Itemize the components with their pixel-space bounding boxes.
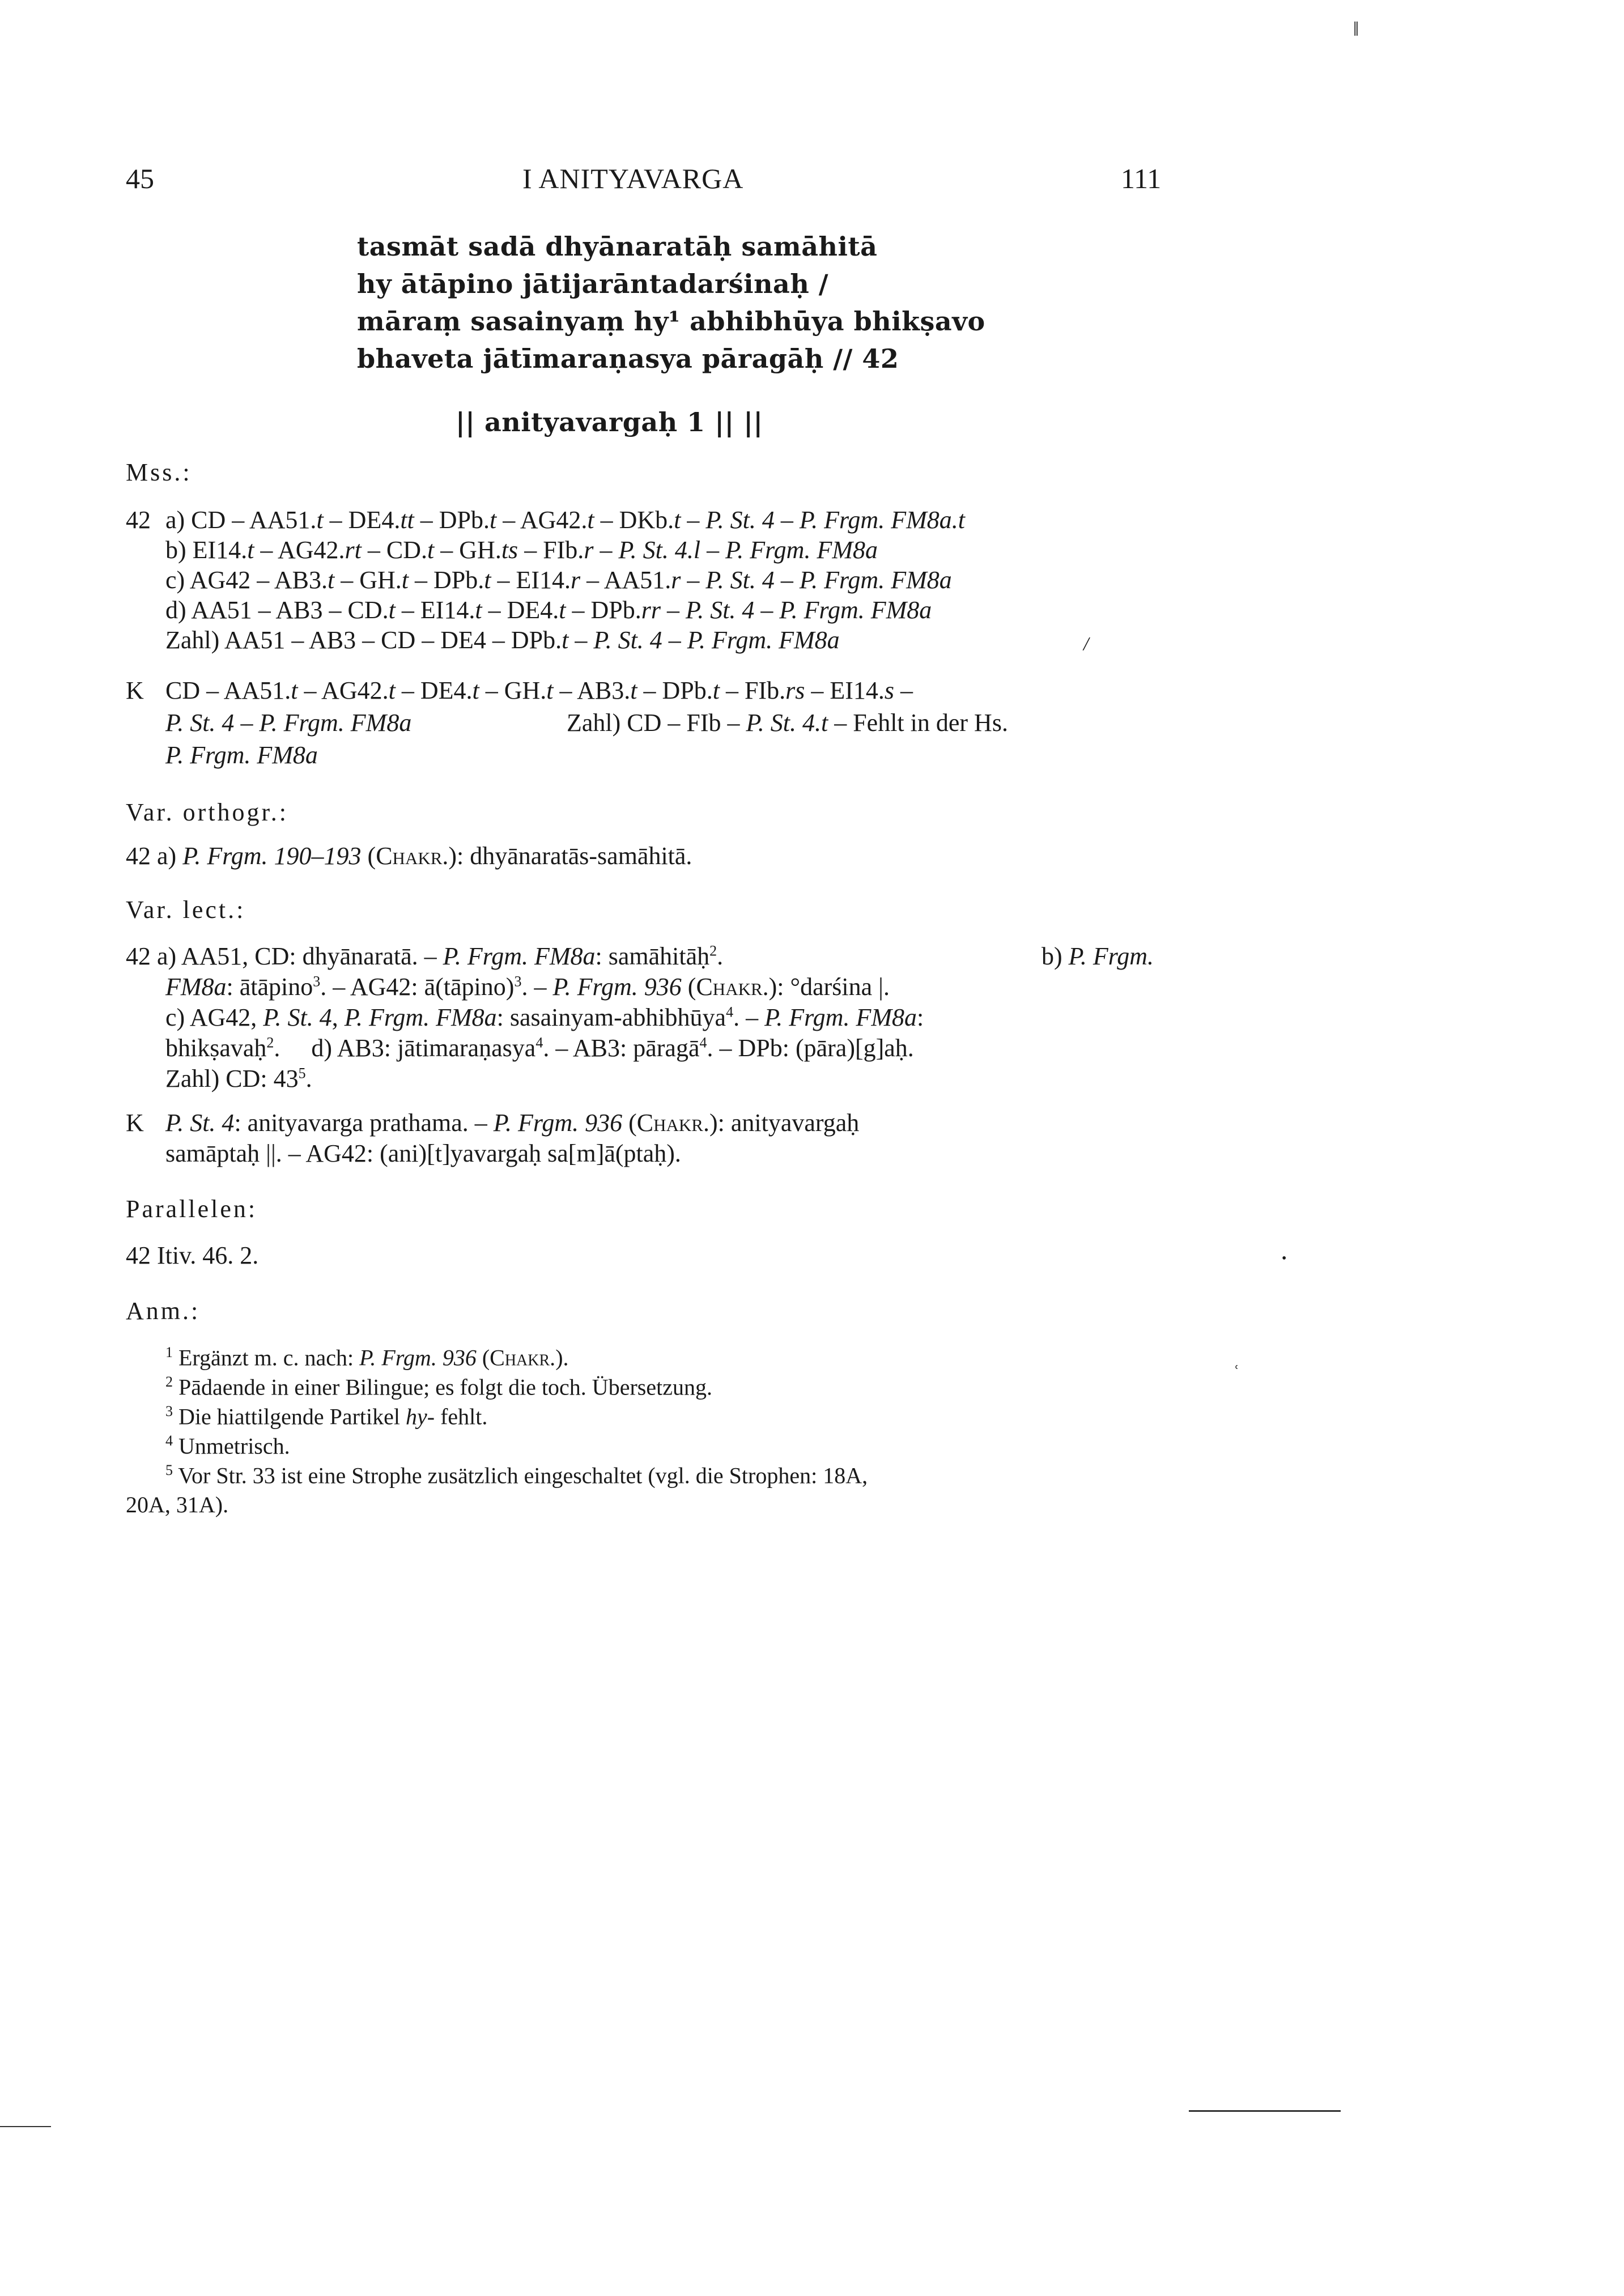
footnote-2: $^2$ Pādaende in einer Bilingue; es folgt die toch. Übersetzung. [165, 1374, 712, 1400]
var-orthogr-heading: Var. orthogr.: [126, 798, 288, 826]
running-title: I ANITYAVARGA [522, 163, 744, 194]
var-lect-line-5: Zahl) CD: $43^5$. [165, 1065, 312, 1092]
k-line-3: P. Frgm. FM8a [165, 741, 318, 769]
mss-line-zahl: Zahl) AA51 – AB3 – CD – DE4 – DPb.t – P. St. 4 – P. Frgm. FM8a [165, 626, 840, 654]
mss-number: 42 [126, 506, 151, 534]
margin-dot: • [1282, 1251, 1287, 1266]
mss-line-d: d) AA51 – AB3 – CD.t – EI14.t – DE4.t – DPb.rr – P. St. 4 – P. Frgm. FM8a [165, 596, 932, 624]
var-lect-line-3: c) AG42, P. St. 4, P. Frgm. FM8a: sasainyam-abhibhūya$^4$. – P. Frgm. FM8a: [165, 1004, 924, 1031]
var-lect-line-1: 42 a) AA51, CD: dhyānaratā. – P. Frgm. FM8a: samāhitāḥ$^2$. [126, 942, 724, 970]
var-lect-k-label: K [126, 1109, 144, 1137]
page-number: 111 [1121, 163, 1162, 194]
var-lect-line-2: FM8a: ātāpino$^3$. – AG42: ā(tāpino)$^3$. – P. Frgm. 936 (Chakr.): °darśina |. [165, 973, 890, 1001]
k-line-2: P. St. 4 – P. Frgm. FM8a [165, 709, 412, 737]
var-lect-line-1-b: b) P. Frgm. [1041, 942, 1154, 970]
footnote-3: $^3$ Die hiattilgende Partikel hy- fehlt. [165, 1403, 488, 1430]
verse-line-3: māraṃ sasainyaṃ hy¹ abhibhūya bhikṣavo [357, 306, 985, 337]
footnote-5-continuation: 20A, 31A). [126, 1492, 229, 1517]
k-line-1: CD – AA51.t – AG42.t – DE4.t – GH.t – AB3.t – DPb.t – FIb.rs – EI14.s – [165, 677, 913, 704]
anm-heading: Anm.: [126, 1297, 201, 1325]
parallelen-line: 42 Itiv. 46. 2. [126, 1241, 259, 1269]
var-lect-heading: Var. lect.: [126, 896, 246, 924]
mss-line-b: b) EI14.t – AG42.rt – CD.t – GH.ts – FIb.r – P. St. 4.l – P. Frgm. FM8a [165, 536, 878, 564]
var-orthogr-line: 42 a) P. Frgm. 190–193 (Chakr.): dhyānaratās-samāhitā. [126, 842, 692, 870]
page-left-number: 45 [126, 163, 154, 194]
margin-mark: ʿ [1233, 1362, 1240, 1384]
mss-line-a: a) CD – AA51.t – DE4.tt – DPb.t – AG42.t – DKb.t – P. St. 4 – P. Frgm. FM8a.t [165, 506, 965, 534]
footnote-4: $^4$ Unmetrisch. [165, 1432, 290, 1459]
footnote-5: $^5$ Vor Str. 33 ist eine Strophe zusätzlich eingeschaltet (vgl. die Strophen: 18A, [165, 1462, 868, 1489]
parallelen-heading: Parallelen: [126, 1195, 258, 1223]
mss-line-c: c) AG42 – AB3.t – GH.t – DPb.t – EI14.r – AA51.r – P. St. 4 – P. Frgm. FM8a [165, 566, 952, 594]
k-label: K [126, 677, 144, 704]
verse-line-4: bhaveta jātīmaraṇasya pāragāḥ // 42 [357, 343, 899, 374]
verse-line-2: hy ātāpino jātijarāntadarśinaḥ / [357, 269, 829, 299]
var-lect-line-7: samāptaḥ ||. – AG42: (ani)[t]yavargaḥ sa[m]ā(ptaḥ). [165, 1140, 681, 1167]
footnote-1: $^1$ Ergänzt m. c. nach: P. Frgm. 936 (Chakr.). [165, 1344, 569, 1371]
var-lect-line-6: P. St. 4: anityavarga prathama. – P. Frgm. 936 (Chakr.): anityavargaḥ [165, 1109, 860, 1137]
scan-rule-right [1189, 2110, 1341, 2112]
mss-stray-mark: / [1083, 633, 1089, 654]
k-line-2-zahl: Zahl) CD – FIb – P. St. 4.t – Fehlt in der Hs. [567, 709, 1008, 737]
verse-colophon: || anityavargaḥ 1 || || [456, 407, 763, 437]
var-lect-line-4: bhikṣavaḥ$^2$. d) AB3: jātimaraṇasya$^4$. – AB3: pāragā$^4$. – DPb: (pāra)[g]aḥ. [165, 1034, 914, 1062]
top-right-mark: ‖ [1353, 18, 1359, 40]
scan-rule-left [0, 2126, 51, 2127]
mss-heading: Mss.: [126, 458, 192, 486]
verse-line-1: tasmāt sadā dhyānaratāḥ samāhitā [357, 231, 878, 262]
